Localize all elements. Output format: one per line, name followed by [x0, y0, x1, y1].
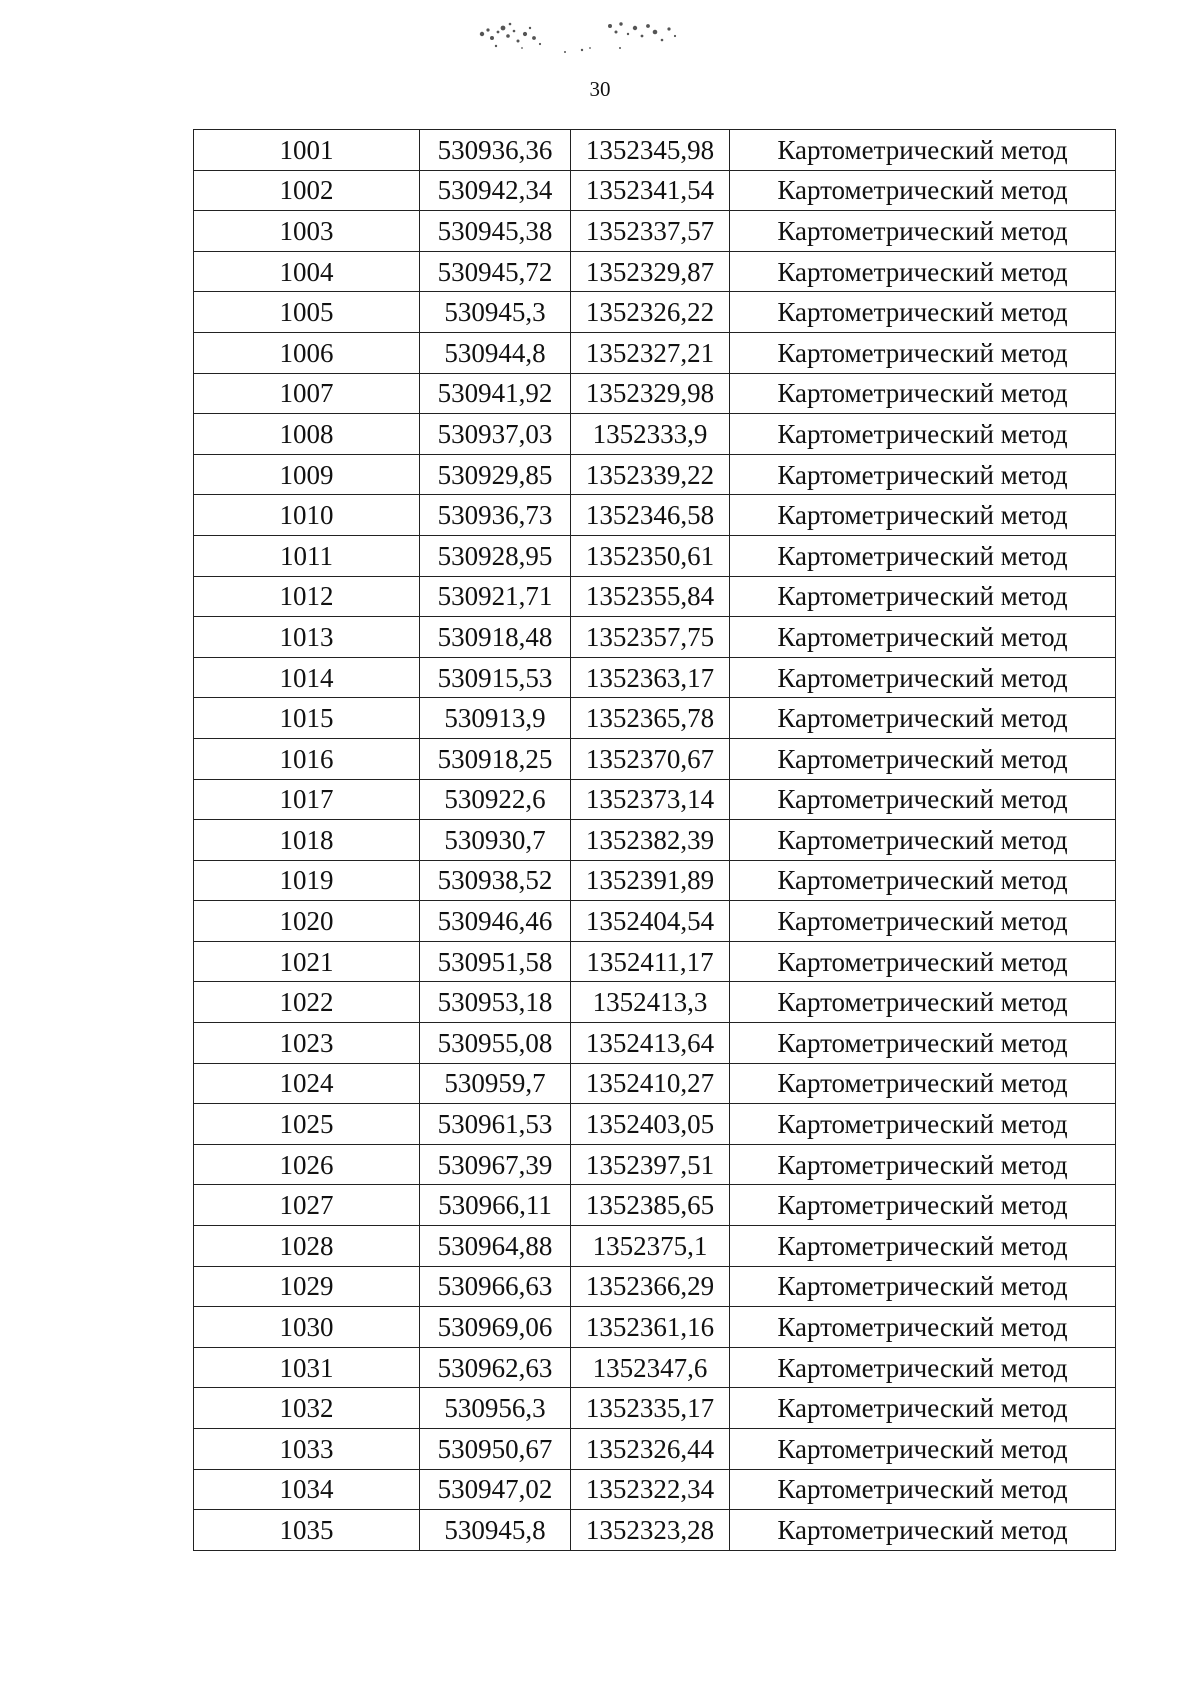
- table-row: [194, 1144, 1116, 1185]
- table-row: [194, 414, 1116, 455]
- method-cell: Картометрический метод: [730, 130, 1116, 171]
- table-row: [194, 1226, 1116, 1267]
- point-number-cell: 1008: [194, 414, 420, 455]
- coordinate-y-cell: 1352391,89: [571, 860, 730, 901]
- coordinate-y-cell: 1352323,28: [571, 1510, 730, 1551]
- method-cell: Картометрический метод: [730, 779, 1116, 820]
- coordinate-x-cell: 530913,9: [420, 698, 571, 739]
- table-row: [194, 130, 1116, 171]
- coordinate-y-cell: 1352365,78: [571, 698, 730, 739]
- method-cell: Картометрический метод: [730, 941, 1116, 982]
- point-number-cell: 1009: [194, 454, 420, 495]
- coordinate-y-cell: 1352339,22: [571, 454, 730, 495]
- method-cell: Картометрический метод: [730, 738, 1116, 779]
- coordinate-y-cell: 1352357,75: [571, 617, 730, 658]
- point-number-cell: 1029: [194, 1266, 420, 1307]
- coordinate-x-cell: 530966,11: [420, 1185, 571, 1226]
- coordinate-y-cell: 1352346,58: [571, 495, 730, 536]
- method-cell: Картометрический метод: [730, 1144, 1116, 1185]
- method-cell: Картометрический метод: [730, 1469, 1116, 1510]
- page-number: 30: [589, 77, 611, 101]
- coordinate-x-cell: 530961,53: [420, 1104, 571, 1145]
- table-row: [194, 1347, 1116, 1388]
- point-number-cell: 1028: [194, 1226, 420, 1267]
- coordinate-x-cell: 530969,06: [420, 1307, 571, 1348]
- coordinate-y-cell: 1352345,98: [571, 130, 730, 171]
- coordinate-x-cell: 530964,88: [420, 1226, 571, 1267]
- table-row: [194, 738, 1116, 779]
- point-number-cell: 1023: [194, 1023, 420, 1064]
- point-number-cell: 1034: [194, 1469, 420, 1510]
- coordinate-y-cell: 1352326,44: [571, 1429, 730, 1470]
- point-number-cell: 1024: [194, 1063, 420, 1104]
- point-number-cell: 1020: [194, 901, 420, 942]
- table-row: [194, 211, 1116, 252]
- method-cell: Картометрический метод: [730, 292, 1116, 333]
- coordinate-x-cell: 530918,48: [420, 617, 571, 658]
- point-number-cell: 1007: [194, 373, 420, 414]
- coordinate-x-cell: 530944,8: [420, 332, 571, 373]
- table-row: [194, 1063, 1116, 1104]
- coordinate-y-cell: 1352404,54: [571, 901, 730, 942]
- point-number-cell: 1025: [194, 1104, 420, 1145]
- scan-artifact-mark: [470, 14, 720, 64]
- table-row: [194, 251, 1116, 292]
- coordinate-y-cell: 1352382,39: [571, 820, 730, 861]
- table-row: [194, 454, 1116, 495]
- coordinate-x-cell: 530956,3: [420, 1388, 571, 1429]
- table-row: [194, 1429, 1116, 1470]
- method-cell: Картометрический метод: [730, 820, 1116, 861]
- coordinate-x-cell: 530930,7: [420, 820, 571, 861]
- coordinate-y-cell: 1352322,34: [571, 1469, 730, 1510]
- point-number-cell: 1005: [194, 292, 420, 333]
- point-number-cell: 1010: [194, 495, 420, 536]
- method-cell: Картометрический метод: [730, 657, 1116, 698]
- coordinate-y-cell: 1352335,17: [571, 1388, 730, 1429]
- coordinate-x-cell: 530936,36: [420, 130, 571, 171]
- coordinate-x-cell: 530928,95: [420, 535, 571, 576]
- point-number-cell: 1031: [194, 1347, 420, 1388]
- point-number-cell: 1015: [194, 698, 420, 739]
- point-number-cell: 1011: [194, 535, 420, 576]
- coordinate-y-cell: 1352411,17: [571, 941, 730, 982]
- coordinate-y-cell: 1352370,67: [571, 738, 730, 779]
- coordinate-x-cell: 530922,6: [420, 779, 571, 820]
- point-number-cell: 1022: [194, 982, 420, 1023]
- method-cell: Картометрический метод: [730, 1429, 1116, 1470]
- method-cell: Картометрический метод: [730, 698, 1116, 739]
- point-number-cell: 1021: [194, 941, 420, 982]
- coordinate-x-cell: 530941,92: [420, 373, 571, 414]
- coordinate-x-cell: 530942,34: [420, 170, 571, 211]
- coordinate-x-cell: 530938,52: [420, 860, 571, 901]
- table-row: [194, 698, 1116, 739]
- table-row: [194, 1023, 1116, 1064]
- method-cell: Картометрический метод: [730, 373, 1116, 414]
- method-cell: Картометрический метод: [730, 1347, 1116, 1388]
- method-cell: Картометрический метод: [730, 170, 1116, 211]
- table-row: [194, 373, 1116, 414]
- method-cell: Картометрический метод: [730, 332, 1116, 373]
- method-cell: Картометрический метод: [730, 535, 1116, 576]
- table-row: [194, 657, 1116, 698]
- coordinate-x-cell: 530945,72: [420, 251, 571, 292]
- method-cell: Картометрический метод: [730, 1023, 1116, 1064]
- table-row: [194, 576, 1116, 617]
- coordinate-y-cell: 1352326,22: [571, 292, 730, 333]
- coordinate-y-cell: 1352363,17: [571, 657, 730, 698]
- coordinate-y-cell: 1352337,57: [571, 211, 730, 252]
- point-number-cell: 1026: [194, 1144, 420, 1185]
- coordinate-x-cell: 530962,63: [420, 1347, 571, 1388]
- point-number-cell: 1006: [194, 332, 420, 373]
- method-cell: Картометрический метод: [730, 251, 1116, 292]
- point-number-cell: 1016: [194, 738, 420, 779]
- point-number-cell: 1027: [194, 1185, 420, 1226]
- point-number-cell: 1033: [194, 1429, 420, 1470]
- coordinate-y-cell: 1352333,9: [571, 414, 730, 455]
- point-number-cell: 1032: [194, 1388, 420, 1429]
- coordinate-x-cell: 530921,71: [420, 576, 571, 617]
- coordinate-y-cell: 1352327,21: [571, 332, 730, 373]
- method-cell: Картометрический метод: [730, 1185, 1116, 1226]
- table-row: [194, 495, 1116, 536]
- coordinate-x-cell: 530959,7: [420, 1063, 571, 1104]
- coordinate-x-cell: 530946,46: [420, 901, 571, 942]
- coordinates-table-body: [194, 130, 1116, 1551]
- method-cell: Картометрический метод: [730, 454, 1116, 495]
- point-number-cell: 1019: [194, 860, 420, 901]
- method-cell: Картометрический метод: [730, 617, 1116, 658]
- table-row: [194, 1510, 1116, 1551]
- coordinate-x-cell: 530967,39: [420, 1144, 571, 1185]
- table-row: [194, 1104, 1116, 1145]
- method-cell: Картометрический метод: [730, 1104, 1116, 1145]
- coordinate-x-cell: 530915,53: [420, 657, 571, 698]
- point-number-cell: 1017: [194, 779, 420, 820]
- coordinate-y-cell: 1352403,05: [571, 1104, 730, 1145]
- method-cell: Картометрический метод: [730, 495, 1116, 536]
- coordinate-y-cell: 1352329,98: [571, 373, 730, 414]
- coordinate-x-cell: 530945,38: [420, 211, 571, 252]
- method-cell: Картометрический метод: [730, 982, 1116, 1023]
- coordinates-table: [193, 129, 1116, 1551]
- table-row: [194, 901, 1116, 942]
- coordinate-y-cell: 1352347,6: [571, 1347, 730, 1388]
- table-row: [194, 941, 1116, 982]
- table-row: [194, 292, 1116, 333]
- table-row: [194, 332, 1116, 373]
- method-cell: Картометрический метод: [730, 860, 1116, 901]
- coordinate-x-cell: 530955,08: [420, 1023, 571, 1064]
- table-row: [194, 982, 1116, 1023]
- table-row: [194, 535, 1116, 576]
- point-number-cell: 1003: [194, 211, 420, 252]
- coordinate-x-cell: 530966,63: [420, 1266, 571, 1307]
- point-number-cell: 1035: [194, 1510, 420, 1551]
- coordinate-x-cell: 530937,03: [420, 414, 571, 455]
- coordinate-y-cell: 1352350,61: [571, 535, 730, 576]
- coordinate-y-cell: 1352375,1: [571, 1226, 730, 1267]
- coordinate-y-cell: 1352341,54: [571, 170, 730, 211]
- coordinate-x-cell: 530918,25: [420, 738, 571, 779]
- coordinate-y-cell: 1352373,14: [571, 779, 730, 820]
- point-number-cell: 1002: [194, 170, 420, 211]
- table-row: [194, 1469, 1116, 1510]
- point-number-cell: 1004: [194, 251, 420, 292]
- coordinate-x-cell: 530945,3: [420, 292, 571, 333]
- table-row: [194, 1185, 1116, 1226]
- table-row: [194, 860, 1116, 901]
- coordinate-y-cell: 1352329,87: [571, 251, 730, 292]
- method-cell: Картометрический метод: [730, 1307, 1116, 1348]
- table-row: [194, 820, 1116, 861]
- coordinate-y-cell: 1352361,16: [571, 1307, 730, 1348]
- method-cell: Картометрический метод: [730, 576, 1116, 617]
- table-row: [194, 170, 1116, 211]
- table-row: [194, 1266, 1116, 1307]
- coordinate-y-cell: 1352385,65: [571, 1185, 730, 1226]
- method-cell: Картометрический метод: [730, 901, 1116, 942]
- coordinate-y-cell: 1352410,27: [571, 1063, 730, 1104]
- point-number-cell: 1001: [194, 130, 420, 171]
- table-row: [194, 779, 1116, 820]
- method-cell: Картометрический метод: [730, 1063, 1116, 1104]
- coordinate-y-cell: 1352355,84: [571, 576, 730, 617]
- coordinate-y-cell: 1352413,64: [571, 1023, 730, 1064]
- coordinate-x-cell: 530929,85: [420, 454, 571, 495]
- table-row: [194, 1388, 1116, 1429]
- method-cell: Картометрический метод: [730, 1266, 1116, 1307]
- coordinate-y-cell: 1352397,51: [571, 1144, 730, 1185]
- coordinate-x-cell: 530951,58: [420, 941, 571, 982]
- coordinate-y-cell: 1352413,3: [571, 982, 730, 1023]
- point-number-cell: 1012: [194, 576, 420, 617]
- method-cell: Картометрический метод: [730, 1388, 1116, 1429]
- point-number-cell: 1013: [194, 617, 420, 658]
- coordinate-x-cell: 530953,18: [420, 982, 571, 1023]
- coordinate-y-cell: 1352366,29: [571, 1266, 730, 1307]
- coordinate-x-cell: 530950,67: [420, 1429, 571, 1470]
- point-number-cell: 1018: [194, 820, 420, 861]
- table-row: [194, 617, 1116, 658]
- method-cell: Картометрический метод: [730, 1226, 1116, 1267]
- method-cell: Картометрический метод: [730, 414, 1116, 455]
- coordinate-x-cell: 530945,8: [420, 1510, 571, 1551]
- method-cell: Картометрический метод: [730, 211, 1116, 252]
- point-number-cell: 1030: [194, 1307, 420, 1348]
- table-row: [194, 1307, 1116, 1348]
- coordinate-x-cell: 530947,02: [420, 1469, 571, 1510]
- point-number-cell: 1014: [194, 657, 420, 698]
- coordinate-x-cell: 530936,73: [420, 495, 571, 536]
- method-cell: Картометрический метод: [730, 1510, 1116, 1551]
